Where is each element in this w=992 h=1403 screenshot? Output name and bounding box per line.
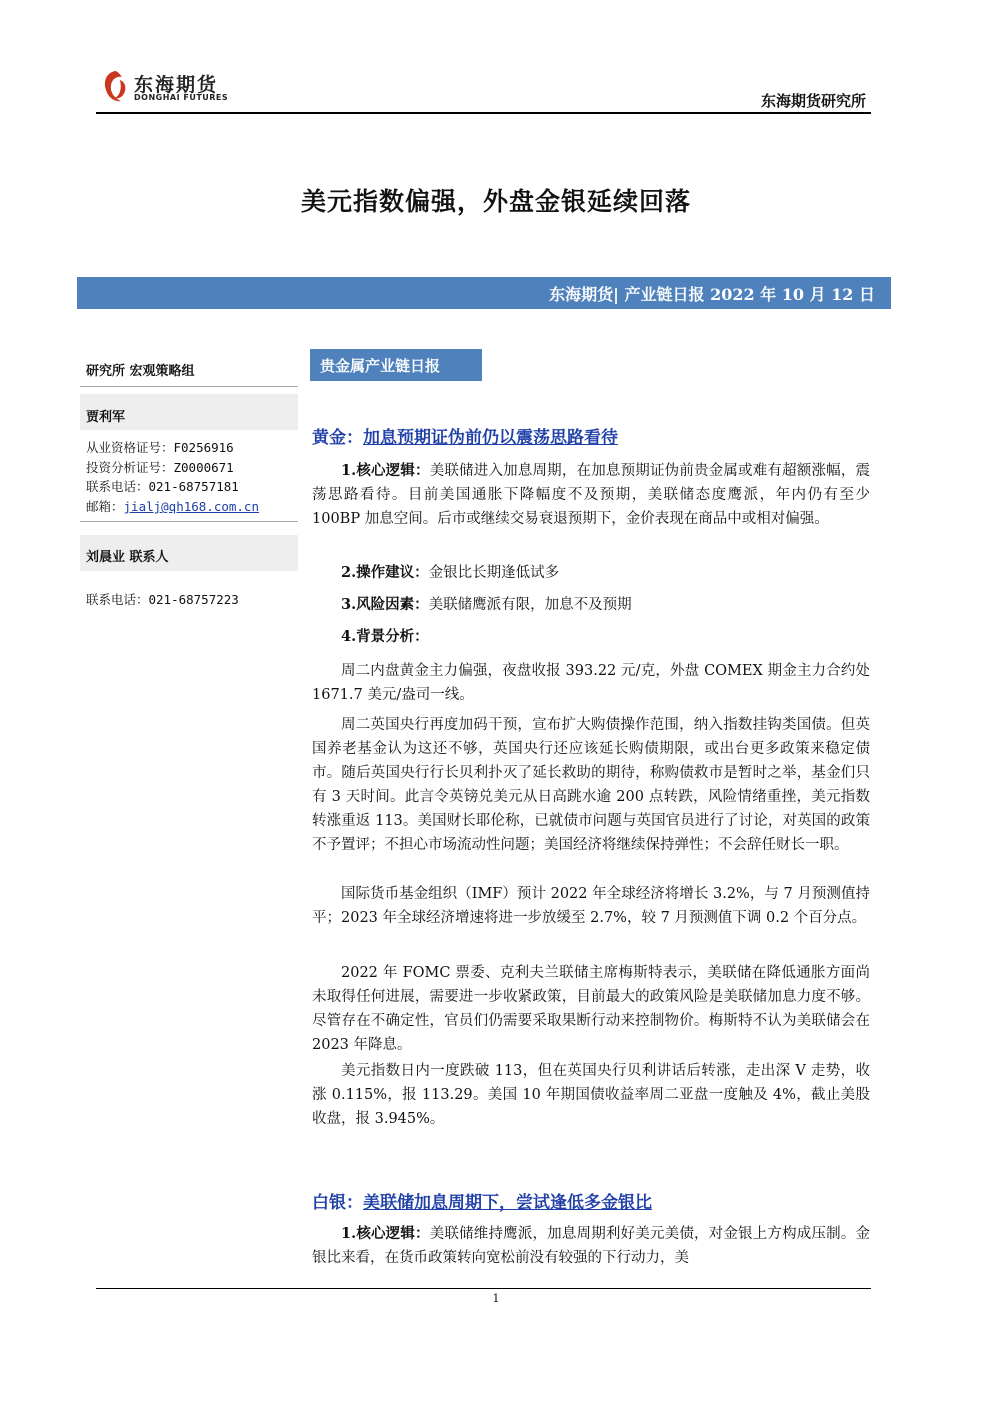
advice-label: 2.操作建议：: [341, 564, 429, 581]
email-label: 邮箱：: [86, 499, 124, 514]
gold-core-logic: [312, 459, 870, 531]
research-group: 研究所 宏观策略组: [86, 364, 195, 379]
background-paragraph: 美元指数日内一度跌破 113，但在英国央行贝利讲话后转涨，走出深 V 走势，收涨 0.115%，报 113.29。美国 10 年期国债收益率周二亚盘一度触及 4%，截止美股收盘，报 3.945%。: [312, 1063, 870, 1127]
core-logic-text: 美联储维持鹰派，加息周期利好美元美债，对金银上方构成压制。金银比来看，在货币政策转向宽松前没有较强的下行动力，美: [312, 1226, 871, 1266]
background-paragraph: 2022 年 FOMC 票委、克利夫兰联储主席梅斯特表示，美联储在降低通胀方面尚未取得任何进展，需要进一步收紧政策，目前最大的政策风险是美联储加息力度不够。尽管存在不确定性，官员们仍需要采取果断行动来控制物价。梅斯特不认为美联储会在 2023 年降息。: [312, 965, 870, 1053]
silver-heading-prefix: 白银：: [312, 1193, 363, 1213]
gold-advice: [312, 561, 870, 585]
footer-divider: [96, 1288, 871, 1289]
institute-name: 东海期货研究所: [760, 92, 866, 110]
qualification-number: 从业资格证号：F0256916: [86, 440, 234, 455]
logo-english-name: DONGHAI FUTURES: [134, 93, 229, 102]
company-logo: [100, 68, 230, 108]
advice-text: 金银比长期逢低试多: [428, 565, 560, 581]
gold-heading: [312, 423, 872, 448]
gold-risk: [312, 593, 870, 617]
core-logic-label: 1.核心逻辑：: [341, 462, 430, 479]
analyst-email-row: [86, 497, 259, 515]
contact-name: 刘晨业 联系人: [86, 550, 169, 565]
report-title: 美元指数偏强，外盘金银延续回落: [300, 187, 691, 216]
analyst-phone: 联系电话：021-68757181: [86, 479, 239, 494]
contact-phone: 联系电话：021-68757223: [86, 592, 239, 607]
silver-core-logic: [312, 1222, 870, 1270]
risk-label: 3.风险因素：: [341, 596, 429, 613]
report-banner: [77, 277, 891, 309]
analyst-name: 贾利军: [86, 410, 126, 425]
core-logic-label: 1.核心逻辑：: [341, 1225, 430, 1242]
core-logic-text: 美联储进入加息周期，在加息预期证伪前贵金属或难有超额涨幅，震荡思路看待。目前美国通胀下降幅度不及预期，美联储态度鹰派，年内仍有至少 100BP 加息空间。后市或继续交易衰退预期下，金价表现在商品中或相对偏强。: [312, 463, 871, 527]
sidebar-divider: [80, 521, 298, 522]
sidebar-divider: [80, 386, 298, 387]
dragon-logo-icon: [100, 68, 130, 106]
risk-text: 美联储鹰派有限，加息不及预期: [428, 597, 632, 613]
banner-text: 东海期货| 产业链日报 2022 年 10 月 12 日: [549, 285, 875, 304]
gold-heading-prefix: 黄金：: [312, 428, 363, 448]
section-tag-label: 贵金属产业链日报: [320, 357, 441, 375]
logo-chinese-name: 东海期货: [134, 74, 219, 96]
background-paragraph: 周二英国央行再度加码干预，宣布扩大购债操作范围，纳入指数挂钩类国债。但英国养老基金认为这还不够，英国央行还应该延长购债期限，或出台更多政策来稳定债市。随后英国央行行长贝利扑灭了延长救助的期待，称购债救市是暂时之举，基金们只有 3 天时间。此言令英镑兑美元从日高跳水逾 200 点转跌，风险情绪重挫，美元指数转涨重返 113。美国财长耶伦称，已就债市问题与英国官员进行了讨论，对英国的政策不予置评；不担心市场流动性问题；美国经济将继续保持弹性；不会辞任财长一职。: [312, 717, 870, 853]
gold-background-label: [312, 625, 870, 649]
silver-heading: [312, 1188, 872, 1213]
header-divider: [96, 112, 871, 114]
background-paragraph: 国际货币基金组织（IMF）预计 2022 年全球经济将增长 3.2%，与 7 月预测值持平；2023 年全球经济增速将进一步放缓至 2.7%，较 7 月预测值下调 0.2 个百分点。: [312, 886, 870, 926]
page-number: 1: [492, 1292, 500, 1305]
silver-heading-title: 美联储加息周期下，尝试逢低多金银比: [363, 1193, 652, 1213]
section-tag: [310, 349, 482, 381]
background-paragraph: 周二内盘黄金主力偏强，夜盘收报 393.22 元/克，外盘 COMEX 期金主力合约处 1671.7 美元/盎司一线。: [312, 663, 870, 703]
gold-heading-title: 加息预期证伪前仍以震荡思路看待: [363, 428, 618, 448]
analysis-cert-number: 投资分析证号：Z0000671: [86, 460, 234, 475]
email-link[interactable]: jialj@qh168.com.cn: [123, 499, 259, 514]
background-label: 4.背景分析：: [341, 628, 429, 645]
